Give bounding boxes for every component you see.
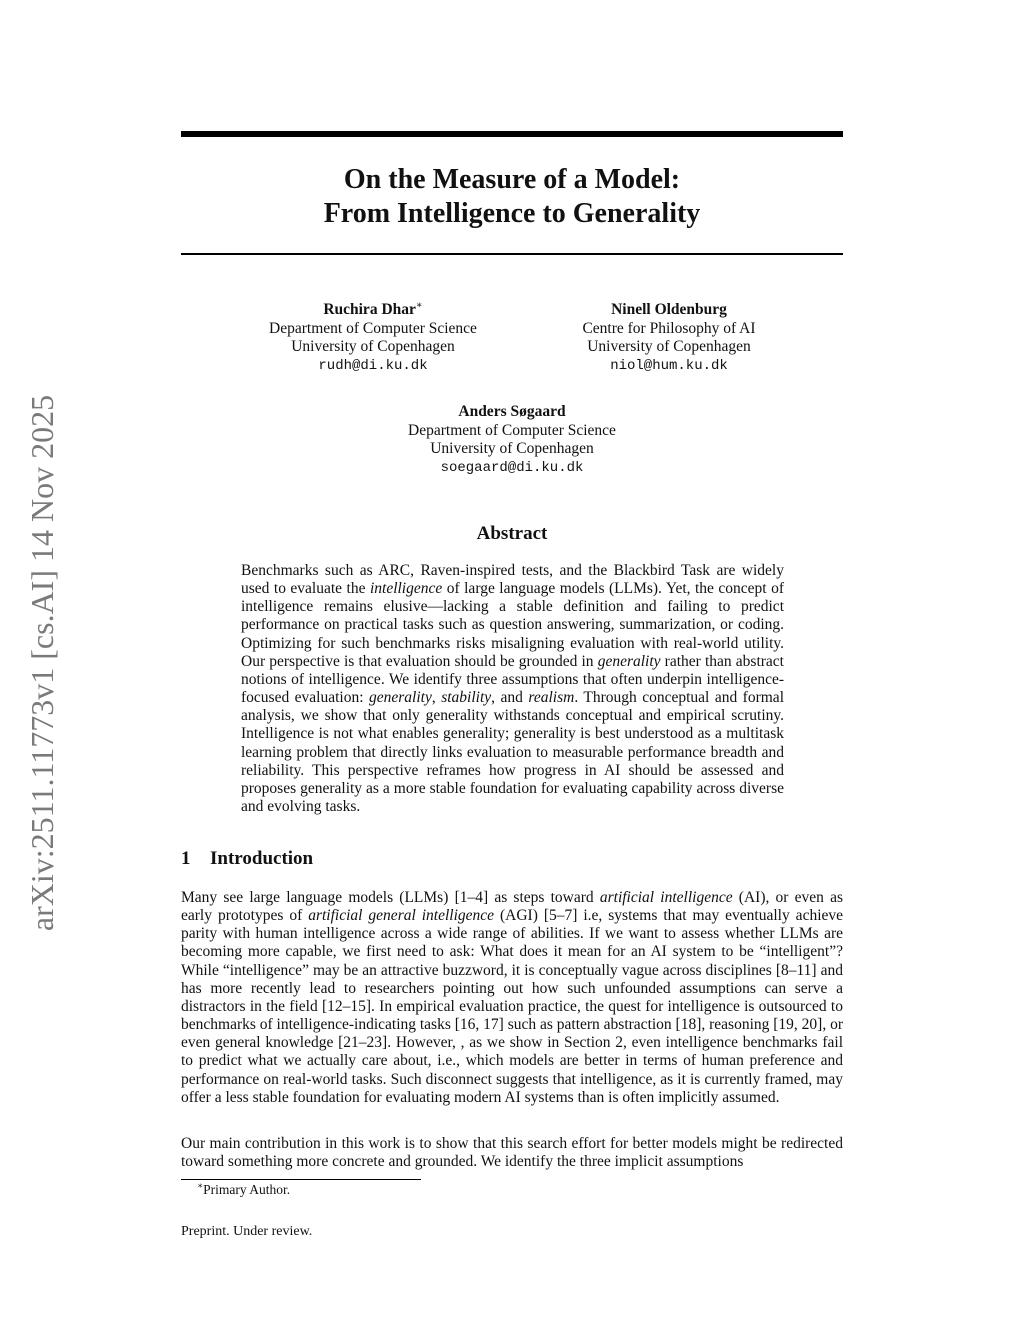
abstract-text: Benchmarks such as ARC, Raven-inspired tests, and the Blackbird Task are widely used to evaluate the xyxy=(241,562,784,598)
author-institution: University of Copenhagen xyxy=(587,338,751,355)
abstract-emphasis: generality xyxy=(369,689,432,707)
intro-paragraph-2: Our main contribution in this work is to show that this search effort for better models might be redirected toward something more concrete and grounded. We identify the three implicit assumptions xyxy=(181,1135,843,1171)
abstract-text: . Through conceptual and formal analysis, we show that only generality withstands conceptual and empirical scrutiny. Intelligence is not what enables generality; generality is best understood as a multitask learning problem that directly links evaluation to measurable performance breadth and reliability. This perspective reframes how progress in AI should be assessed and proposes generality as a more stable foundation for evaluating capability across diverse and evolving tasks. xyxy=(241,689,784,816)
abstract-emphasis: realism xyxy=(528,689,575,707)
author-email[interactable]: rudh@di.ku.dk xyxy=(318,357,428,374)
arxiv-sidebar-stamp: arXiv:2511.11773v1 [cs.AI] 14 Nov 2025 xyxy=(24,394,60,932)
author-dept: Centre for Philosophy of AI xyxy=(582,319,756,337)
author-email[interactable]: niol@hum.ku.dk xyxy=(610,357,728,374)
paragraph-emphasis: artificial general intelligence xyxy=(308,907,495,925)
paragraph-text: Many see large language models (LLMs) [1–4] as steps toward xyxy=(181,889,600,906)
paper-title xyxy=(181,163,843,231)
abstract-emphasis: stability xyxy=(441,689,492,707)
author-block-2 xyxy=(519,301,819,375)
author-footnote-marker: ∗ xyxy=(415,299,423,311)
author-dept: Department of Computer Science xyxy=(408,421,616,439)
author-dept: Department of Computer Science xyxy=(269,319,477,337)
footnote xyxy=(197,1182,290,1198)
author-block-3 xyxy=(362,403,662,477)
paragraph-text: (AI), or even as early prototypes of xyxy=(181,889,843,925)
footnote-rule xyxy=(181,1179,421,1180)
title-top-rule xyxy=(181,131,843,137)
author-institution: University of Copenhagen xyxy=(430,440,594,457)
author-name: Anders Søgaard xyxy=(458,403,566,420)
abstract-body xyxy=(241,562,784,816)
footnote-marker: ∗ xyxy=(197,1180,204,1191)
abstract-text: , xyxy=(431,689,442,707)
footnote-text: Primary Author. xyxy=(203,1182,291,1197)
author-email[interactable]: soegaard@di.ku.dk xyxy=(440,459,584,476)
section-heading-introduction xyxy=(181,848,313,870)
abstract-text: rather than abstract notions of intelligence. We identify three assumptions that often underpin intelligence-focused evaluation: xyxy=(241,652,784,707)
author-name: Ruchira Dhar xyxy=(323,301,416,318)
author-block-1 xyxy=(223,301,523,375)
intro-paragraph-1 xyxy=(181,889,843,1107)
author-name: Ninell Oldenburg xyxy=(611,301,727,318)
section-title: Introduction xyxy=(210,848,314,869)
abstract-text: , and xyxy=(491,689,529,707)
paragraph-emphasis: artificial intelligence xyxy=(599,889,733,906)
title-bottom-rule xyxy=(181,253,843,255)
abstract-emphasis: generality xyxy=(597,652,661,670)
title-line-1: On the Measure of a Model: xyxy=(343,164,681,195)
preprint-footer: Preprint. Under review. xyxy=(181,1224,313,1239)
title-line-2: From Intelligence to Generality xyxy=(323,198,701,229)
author-institution: University of Copenhagen xyxy=(291,338,455,355)
abstract-heading: Abstract xyxy=(476,523,548,544)
abstract-text: of large language models (LLMs). Yet, the concept of intelligence remains elusive—lacking a stable definition and failing to predict performance on practical tasks such as question answering, summarization, or coding. Optimizing for such benchmarks risks misaligning evaluation with real-world utility. Our perspective is that evaluation should be grounded in xyxy=(241,580,784,670)
section-number: 1 xyxy=(181,848,191,869)
abstract-emphasis: intelligence xyxy=(369,580,443,598)
paragraph-text: (AGI) [5–7] i.e, systems that may eventually achieve parity with human intelligence across a wide range of abilities. If we want to assess whether LLMs are becoming more capable, we first need to ask: What does it mean for an AI system to be “intelligent”? While “intelligence” may be an attractive buzzword, it is conceptually vague across disciplines [8–11] and has more recently lead to researchers pointing out how such unfounded assumptions can serve a distractors in the field [12–15]. In empirical evaluation practice, the quest for intelligence is outsourced to benchmarks of intelligence-indicating tasks [16, 17] such as pattern abstraction [18], reasoning [19, 20], or even general knowledge [21–23]. However, , as we show in Section 2, even intelligence benchmarks fail to predict what we actually care about, i.e., which models are better in terms of human preference and performance on real-world tasks. Such disconnect suggests that intelligence, as it is currently framed, may offer a less stable foundation for evaluating modern AI systems than is often implicitly assumed. xyxy=(181,907,844,1106)
